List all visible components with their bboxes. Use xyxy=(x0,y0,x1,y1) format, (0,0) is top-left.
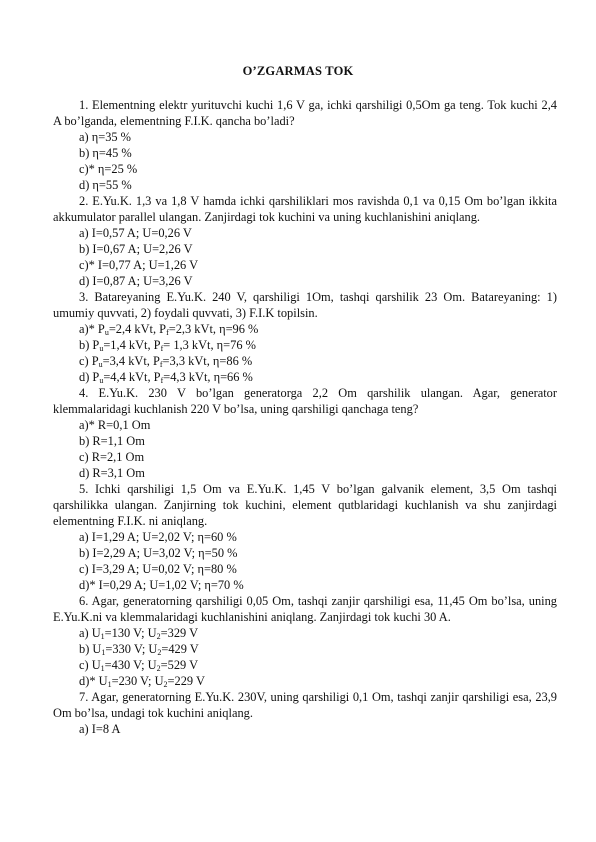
answer-option xyxy=(79,337,557,353)
answer-option xyxy=(79,369,557,385)
question-text: 5. Ichki qarshiligi 1,5 Om va E.Yu.K. 1,45 V bo’lgan galvanik element, 3,5 Om tashqi qarshilikka ulangan. Zanjirning tok kuchini, element qutblaridagi kuchlanish va shu zanjirdagi elementning F.I.K. ni aniqlang. xyxy=(53,482,557,528)
answer-option: d) η=55 % xyxy=(79,178,132,192)
answer-option xyxy=(79,673,557,689)
page-title: O’ZGARMAS TOK xyxy=(242,64,354,78)
answer-option: b) I=0,67 A; U=2,26 V xyxy=(79,242,193,256)
subscript: 1 xyxy=(100,632,105,641)
question-text: 1. Elementning elektr yurituvchi kuchi 1,6 V ga, ichki qarshiligi 0,5Om ga teng. Tok kuchi 2,4 A bo’lganda, elementning F.I.K. qancha bo’ladi? xyxy=(53,98,557,128)
option-text-part: =529 V xyxy=(160,658,199,672)
option-text-part: =3,3 kVt, η=86 % xyxy=(162,354,253,368)
answer-option: a) I=8 A xyxy=(79,722,121,736)
option-text-part: =229 V xyxy=(167,674,205,688)
answer-option xyxy=(79,641,557,657)
answer-option: b) R=1,1 Om xyxy=(79,434,145,448)
option-text-part: d) P xyxy=(79,370,100,384)
answer-option: a) η=35 % xyxy=(79,130,132,144)
subscript: 1 xyxy=(101,648,106,657)
answer-option: a)* R=0,1 Om xyxy=(79,418,151,432)
subscript: f xyxy=(160,376,164,385)
answer-option: c)* η=25 % xyxy=(79,162,138,176)
subscript: 2 xyxy=(157,648,162,657)
option-text-part: =430 V; U xyxy=(104,658,157,672)
subscript: 1 xyxy=(107,680,112,689)
option-text-part: =1,4 kVt, P xyxy=(103,338,161,352)
option-text-part: c) U xyxy=(79,658,101,672)
answer-option: a) I=1,29 A; U=2,02 V; η=60 % xyxy=(79,530,237,544)
question-text: 6. Agar, generatorning qarshiligi 0,05 Om, tashqi zanjir qarshiligi esa, 11,45 Om bo’lsa, uning E.Yu.K.ni va klemmalaridagi kuchlanishini aniqlang. Zanjirdagi tok kuchi 30 A. xyxy=(53,594,557,624)
option-text-part: =429 V xyxy=(161,642,199,656)
subscript: u xyxy=(99,376,104,385)
subscript: 2 xyxy=(156,664,161,673)
answer-option xyxy=(79,353,557,369)
answer-option: b) η=45 % xyxy=(79,146,132,160)
subscript: u xyxy=(104,328,109,337)
question-block xyxy=(53,289,557,385)
answer-option: d) I=0,87 A; U=3,26 V xyxy=(79,274,193,288)
question-block xyxy=(53,193,557,289)
subscript: u xyxy=(99,344,104,353)
question-text: 7. Agar, generatorning E.Yu.K. 230V, uning qarshiligi 0,1 Om, tashqi zanjir qarshiligi esa, 23,9 Om bo’lsa, undagi tok kuchini aniqlang. xyxy=(53,690,557,720)
option-text-part: =329 V xyxy=(160,626,199,640)
subscript: f xyxy=(160,344,164,353)
question-block xyxy=(53,689,557,737)
answer-option xyxy=(79,625,557,641)
subscript: f xyxy=(166,328,169,337)
question-text: 3. Batareyaning E.Yu.K. 240 V, qarshiligi 1Om, tashqi qarshilik 23 Om. Batareyaning: 1) umumiy quvvati, 2) foydali quvvati, 3) F.I.K topilsin. xyxy=(53,290,557,320)
option-text-part: c) P xyxy=(79,354,99,368)
option-text-part: a) U xyxy=(79,626,101,640)
answer-option xyxy=(79,657,557,673)
option-text-part: d)* U xyxy=(79,674,108,688)
option-text-part: b) U xyxy=(79,642,102,656)
option-text-part: =230 V; U xyxy=(111,674,164,688)
answer-option: c) R=2,1 Om xyxy=(79,450,145,464)
question-text: 4. E.Yu.K. 230 V bo’lgan generatorga 2,2 Om qarshilik ulangan. Agar, generator klemmalaridagi kuchlanish 220 V bo’lsa, uning qarshiligi qanchaga teng? xyxy=(53,386,557,416)
answer-option: b) I=2,29 A; U=3,02 V; η=50 % xyxy=(79,546,238,560)
answer-option xyxy=(79,321,557,337)
answer-option: a) I=0,57 A; U=0,26 V xyxy=(79,226,192,240)
option-text-part: =2,3 kVt, η=96 % xyxy=(168,322,259,336)
option-text-part: =4,3 kVt, η=66 % xyxy=(163,370,253,384)
question-block xyxy=(53,385,557,481)
subscript: 2 xyxy=(156,632,161,641)
question-text: 2. E.Yu.K. 1,3 va 1,8 V hamda ichki qarshiliklari mos ravishda 0,1 va 0,15 Om bo’lgan ikkita akkumulator parallel ulangan. Zanjirdagi tok kuchini va uning kuchlanishini aniqlang. xyxy=(53,194,557,224)
option-text-part: =4,4 kVt, P xyxy=(103,370,161,384)
option-text-part: =3,4 kVt, P xyxy=(102,354,160,368)
answer-option: c)* I=0,77 A; U=1,26 V xyxy=(79,258,199,272)
option-text-part: =330 V; U xyxy=(105,642,158,656)
subscript: f xyxy=(159,360,163,369)
question-list xyxy=(53,97,557,737)
subscript: u xyxy=(98,360,103,369)
question-block xyxy=(53,481,557,593)
option-text-part: a)* P xyxy=(79,322,105,336)
option-text-part: = 1,3 kVt, η=76 % xyxy=(163,338,256,352)
answer-option: d)* I=0,29 A; U=1,02 V; η=70 % xyxy=(79,578,244,592)
question-block xyxy=(53,593,557,689)
option-text-part: b) P xyxy=(79,338,100,352)
answer-option: c) I=3,29 A; U=0,02 V; η=80 % xyxy=(79,562,237,576)
answer-option: d) R=3,1 Om xyxy=(79,466,145,480)
option-text-part: =2,4 kVt, P xyxy=(108,322,167,336)
option-text-part: =130 V; U xyxy=(104,626,157,640)
subscript: 1 xyxy=(100,664,105,673)
question-block xyxy=(53,97,557,193)
subscript: 2 xyxy=(163,680,168,689)
